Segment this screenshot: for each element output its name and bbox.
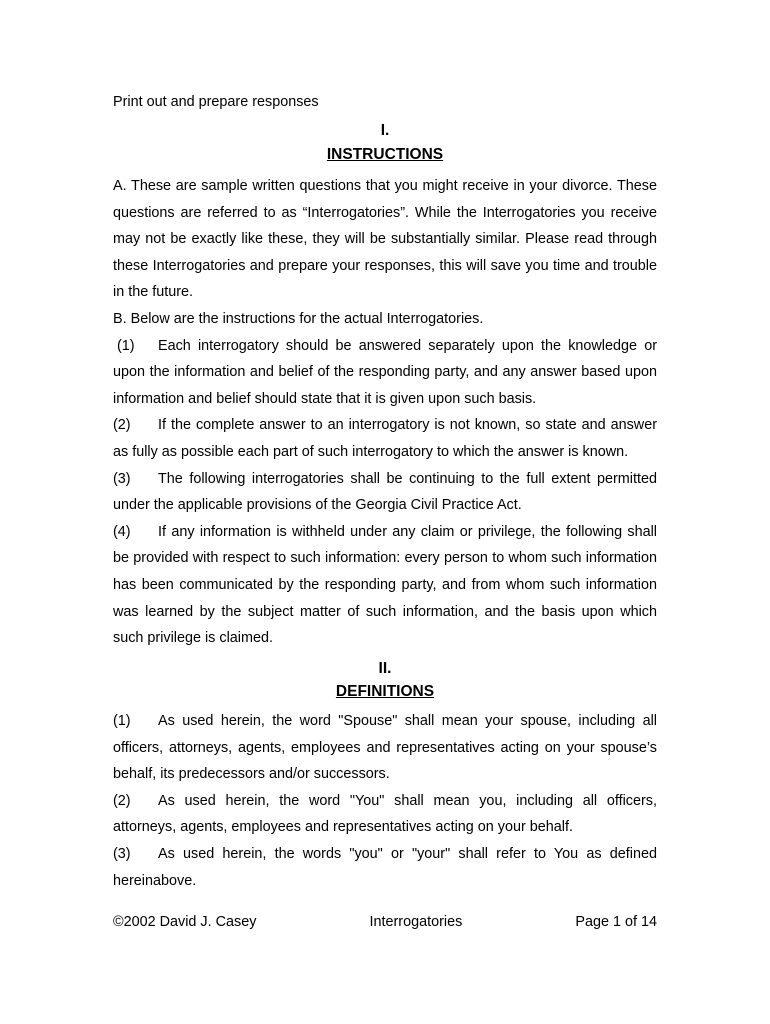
page-footer <box>113 913 657 931</box>
section-1-body <box>113 173 657 652</box>
footer-doc-title: Interrogatories <box>369 914 463 930</box>
definition-item-2: (2) As used herein, the word "You" shall mean you, including all officers, attorneys, agents, employees and representatives acting on your behalf. <box>113 792 657 836</box>
instruction-item-2: (2) If the complete answer to an interrogatory is not known, so state and answer as fully as possible each part of such interrogatory to which the answer is known. <box>113 417 657 460</box>
footer-copyright: ©2002 David J. Casey <box>113 914 257 930</box>
instruction-item-3: (3) The following interrogatories shall be continuing to the full extent permitted under the applicable provisions of the Georgia Civil Practice Act. <box>113 470 657 514</box>
section-2-body <box>113 708 657 894</box>
definition-item-3: (3) As used herein, the words "you" or "your" shall refer to You as defined hereinabove. <box>113 845 657 889</box>
section-1-title: INSTRUCTIONS <box>326 146 444 163</box>
definition-item-1: (1) As used herein, the word "Spouse" shall mean your spouse, including all officers, attorneys, agents, employees and representatives acting on your spouse’s behalf, its predecessors and/or successors. <box>113 713 657 783</box>
instruction-paragraph-a: A. These are sample written questions that you might receive in your divorce. These questions are referred to as “Interrogatories”. While the Interrogatories you receive may not be exactly like these, they will be substantially similar. Please read through these Interrogatories and prepare your responses, this will save you time and trouble in the future. <box>113 178 657 301</box>
instruction-item-1: (1) Each interrogatory should be answered separately upon the knowledge or upon the information and belief of the responding party, and any answer based upon information and belief should state that it is given upon such basis. <box>113 337 657 407</box>
footer-page-number: Page 1 of 14 <box>575 914 657 930</box>
section-1-number: I. <box>380 122 390 139</box>
section-2-title: DEFINITIONS <box>335 683 435 700</box>
instruction-paragraph-b: B. Below are the instructions for the actual Interrogatories. <box>113 310 484 327</box>
header-note: Print out and prepare responses <box>113 94 319 110</box>
section-2-number: II. <box>378 660 392 677</box>
instruction-item-4: (4) If any information is withheld under any claim or privilege, the following shall be provided with respect to such information: every person to whom such information has been communicated by the responding party, and from whom such information was learned by the subject matter of such information, and the basis upon which such privilege is claimed. <box>113 523 657 647</box>
